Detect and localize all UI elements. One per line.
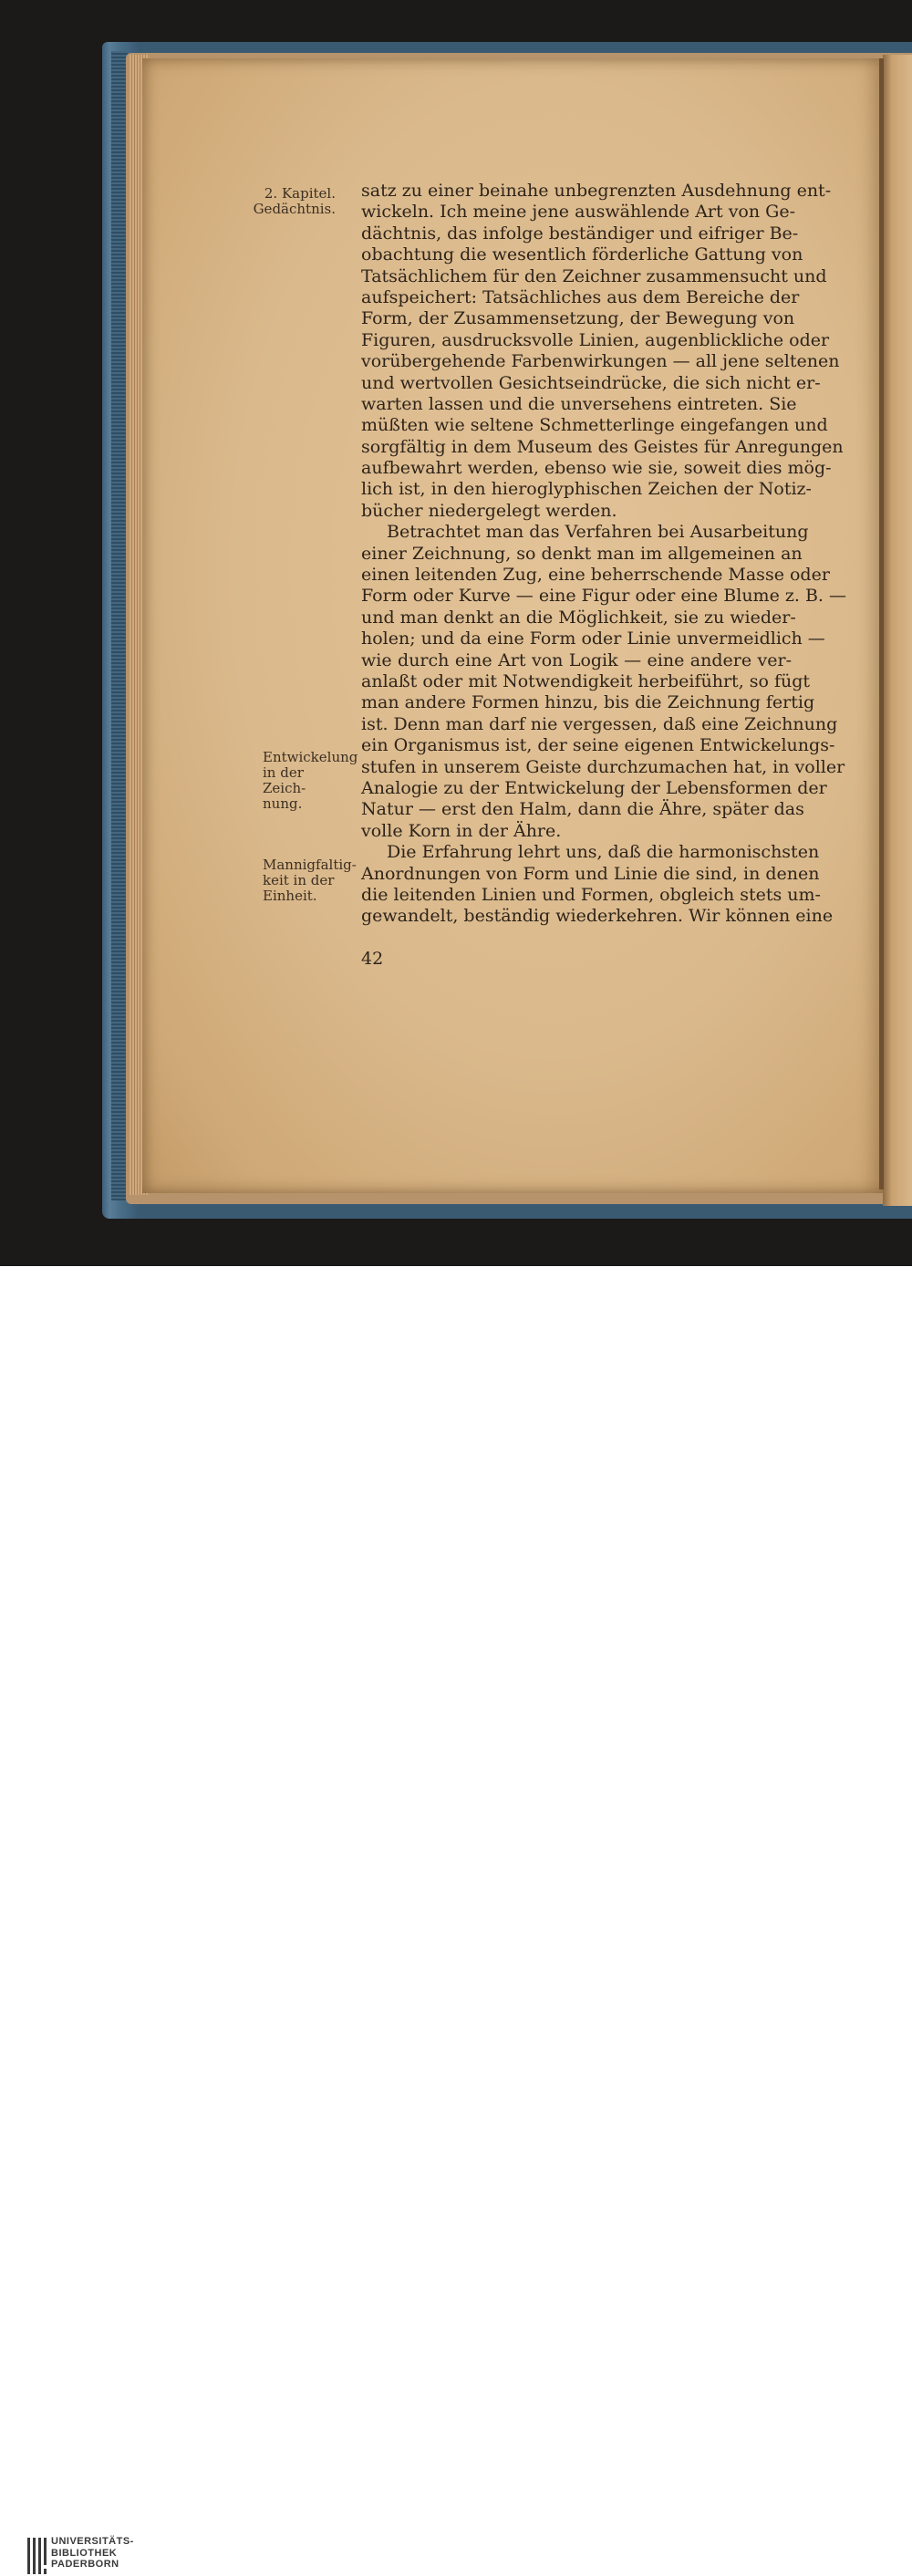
- marginal-note-development: [228, 749, 358, 812]
- library-name-line: PADERBORN: [51, 2559, 119, 2570]
- text-line: die leitenden Linien und Formen, obgleich stets um-: [361, 884, 821, 905]
- text-line: Anordnungen von Form und Linie die sind, in denen: [361, 863, 820, 884]
- text-line: aufbewahrt werden, ebenso wie sie, soweit dies mög-: [361, 458, 832, 479]
- library-name: [51, 2536, 134, 2571]
- facing-page-edge: [883, 55, 912, 1206]
- text-line: Form, der Zusammensetzung, der Bewegung von: [361, 308, 795, 329]
- marginal-note-line: nung.: [263, 795, 303, 812]
- text-line: holen; und da eine Form oder Linie unvermeidlich —: [361, 628, 825, 649]
- library-logo-icon: [27, 2536, 47, 2576]
- subject-label: Gedächtnis.: [253, 201, 336, 217]
- marginal-note-line: keit in der: [263, 872, 335, 888]
- text-line: wickeln. Ich meine jene auswählende Art von Ge-: [361, 202, 795, 223]
- text-line: Tatsächlichem für den Zeichner zusammensucht und: [361, 265, 827, 286]
- text-line: Figuren, ausdrucksvolle Linien, augenblickliche oder: [361, 329, 830, 350]
- page-number: 42: [361, 949, 384, 969]
- text-line: Form oder Kurve — eine Figur oder eine Blume z. B. —: [361, 586, 846, 607]
- text-line: Analogie zu der Entwickelung der Lebensformen der: [361, 777, 827, 798]
- marginal-note-line: Einheit.: [263, 888, 317, 904]
- text-line: ein Organismus ist, der seine eigenen Entwickelungs-: [361, 735, 835, 756]
- library-name-line: BIBLIOTHEK: [51, 2547, 118, 2559]
- text-line: bücher niedergelegt werden.: [361, 500, 617, 521]
- gutter: [879, 58, 884, 1189]
- marginal-note-line: Mannigfaltig-: [263, 857, 357, 873]
- text-line: gewandelt, beständig wiederkehren. Wir können eine: [361, 906, 834, 927]
- text-line: Die Erfahrung lehrt uns, daß die harmonischsten: [387, 842, 820, 863]
- scanned-book-spread: [0, 0, 912, 1266]
- text-line: sorgfältig in dem Museum des Geistes für Anregungen: [361, 436, 844, 457]
- text-line: müßten wie seltene Schmetterlinge eingefangen und: [361, 415, 828, 436]
- text-line: aufspeichert: Tatsächliches aus dem Bereiche der: [361, 286, 800, 307]
- text-line: und man denkt an die Möglichkeit, sie zu wieder-: [361, 607, 796, 628]
- text-line: Betrachtet man das Verfahren bei Ausarbeitung: [387, 522, 809, 543]
- chapter-label: 2. Kapitel.: [264, 185, 336, 202]
- text-line: satz zu einer beinahe unbegrenzten Ausdehnung ent-: [361, 181, 832, 201]
- text-line: anlaßt oder mit Notwendigkeit herbeiführt, so fügt: [361, 670, 811, 691]
- text-line: und wertvollen Gesichtseindrücke, die sich nicht er-: [361, 372, 821, 393]
- library-name-line: UNIVERSITÄTS-: [51, 2536, 134, 2547]
- text-line: Natur — erst den Halm, dann die Ähre, später das: [361, 799, 804, 820]
- text-line: man andere Formen hinzu, bis die Zeichnung fertig: [361, 692, 815, 713]
- body-text: [361, 181, 846, 928]
- text-line: wie durch eine Art von Logik — eine andere ver-: [361, 649, 792, 670]
- marginal-note-line: Entwickelung: [263, 749, 358, 765]
- text-line: ist. Denn man darf nie vergessen, daß eine Zeichnung: [361, 713, 838, 734]
- text-line: stufen in unserem Geiste durchzumachen hat, in voller: [361, 756, 845, 777]
- text-line: einen leitenden Zug, eine beherrschende Masse oder: [361, 565, 830, 586]
- marginal-heading: [224, 186, 336, 217]
- text-line: dächtnis, das infolge beständiger und eifriger Be-: [361, 223, 799, 244]
- text-line: vorübergehende Farbenwirkungen — all jene seltenen: [361, 351, 840, 372]
- marginal-note-line: in der Zeich-: [263, 764, 306, 796]
- footer-bar: [0, 1266, 912, 2570]
- text-line: warten lassen und die unversehens eintreten. Sie: [361, 393, 797, 414]
- text-line: volle Korn in der Ähre.: [361, 820, 562, 841]
- text-line: obachtung die wesentlich förderliche Gattung von: [361, 244, 803, 265]
- text-line: einer Zeichnung, so denkt man im allgemeinen an: [361, 543, 803, 564]
- marginal-note-variety: [228, 857, 357, 904]
- text-line: lich ist, in den hieroglyphischen Zeichen der Notiz-: [361, 479, 812, 500]
